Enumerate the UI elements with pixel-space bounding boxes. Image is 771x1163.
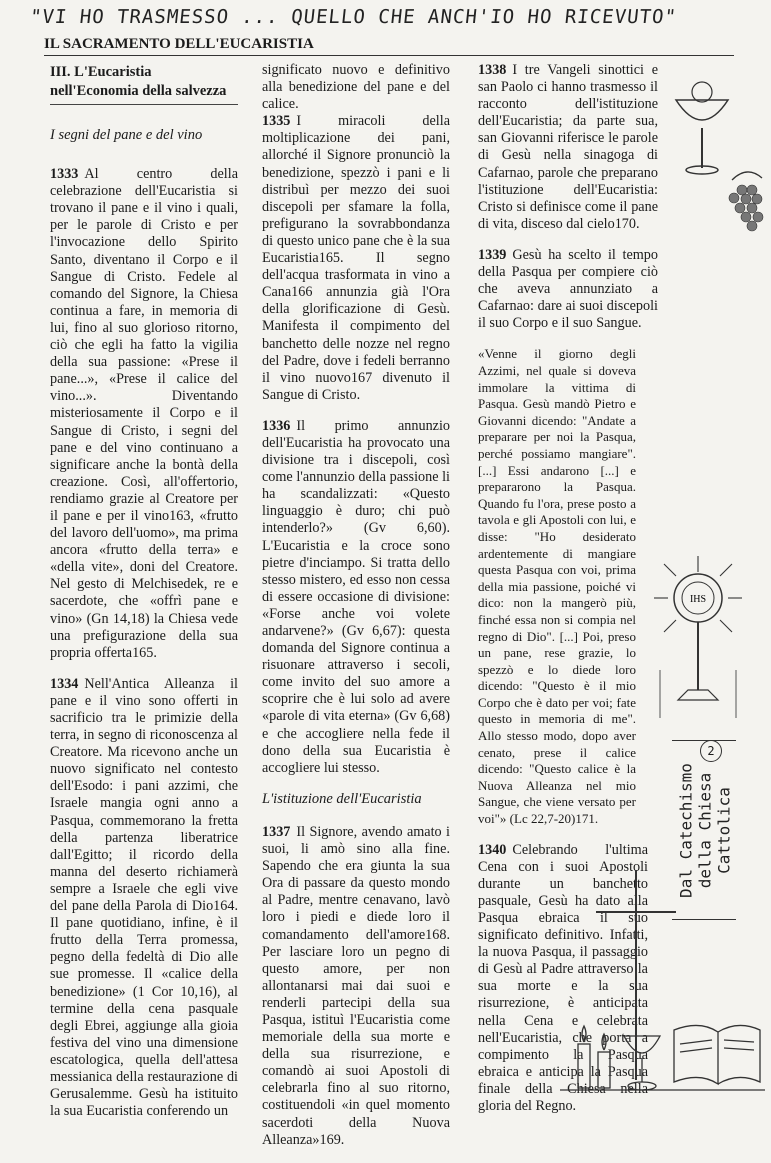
paragraph-number: 1339 [478,246,507,263]
section-title-line-2: nell'Economia della salvezza [50,83,227,99]
paragraph-1335 [262,113,450,404]
paragraph-number: 1333 [50,166,79,183]
paragraph-1334 [50,676,238,1120]
paragraph-1333 [50,166,238,662]
paragraph-number: 1340 [478,841,507,858]
side-note-text: Dal Catechismo della Chiesa Cattolica [676,763,734,898]
paragraph-number: 1334 [50,675,79,692]
luke-quotation: «Venne il giorno degli Azzimi, nel quale si doveva immolare la vittima di Pasqua. Gesù mandò Pietro e Giovanni dicendo: "Andate a preparare per noi la Pasqua, perché possiamo mangiare". [...] Essi andarono [...] e prepararono la Pasqua. Quando fu l'ora, prese posto a tavola e gli Apostoli con lui, e disse: "Ho desiderato ardentemente di mangiare questa Pasqua con voi, prima della mia passione, poiché vi dico: non la mangerò più, finché essa non si compia nel regno di Dio". [...] Poi, preso un pane, rese grazie, lo spezzò e lo diede loro dicendo: "Questo è il mio Corpo che è dato per voi; fate questo in memoria di me". Allo stesso modo, dopo aver cenato, prese il calice dicendo: "Questo calice è la Nuova Alleanza nel mio Sangue, che viene versato per voi"» (Lc 22,7-20)171. [478,346,636,827]
paragraph-text: I miracoli della moltiplicazione dei pani, allorché il Signore pronunciò la benedizione, spezzò i pani e li distribuì per mezzo dei suoi discepoli per sfamare la folla, prefigurano la sovrabbondanza di questo unico pane che è la sua Eucaristia165. Il segno dell'acqua trasformata in vino a Cana166 annunzia già l'Ora della glorificazione di Gesù. Manifesta il compimento del banchetto delle nozze nel regno del Padre, dove i fedeli berranno il vino nuovo167 divenuto il Sangue di Cristo. [262,113,450,403]
subheading-institution: L'istituzione dell'Eucaristia [262,790,422,807]
side-note-number: 2 [700,740,722,762]
column-2 [262,62,450,1163]
paragraph-1338 [478,62,658,233]
paragraph-text: Nell'Antica Alleanza il pane e il vino sono offerti in sacrificio tra le primizie della terra, in segno di riconoscenza al Creatore. Ma ricevono anche un nuovo significato nel contesto dell'Esodo: i pani azzimi, che Israele mangia ogni anno a Pasqua, commemorano la fretta della partenza liberatrice dall'Egitto; il ricordo della manna del deserto richiamerà sempre a Israele che egli vive del pane della Parola di Dio164. Il pane quotidiano, infine, è il frutto della Terra promessa, pegno della fedeltà di Dio alle sue promesse. Il «calice della benedizione» (1 Cor 10,16), al termine della cena pasquale degli Ebrei, aggiunge alla gioia festiva del vino una dimensione escatologica, quella dell'attesa messianica della restaurazione di Gerusalemme. Gesù ha istituito la sua Eucaristia conferendo un [50,675,238,1120]
handwritten-side-note [672,740,738,920]
paragraph-1336 [262,418,450,777]
paragraph-number: 1335 [262,113,291,130]
paragraph-text: Celebrando l'ultima Cena con i suoi Apostoli durante un banchetto pasquale, Gesù ha dato alla Pasqua ebraica il suo significato definitivo. Infatti, la nuova Pasqua, il passaggio di Gesù al Padre attraverso la sua morte e la sua risurrezione, è anticipata nella Cena e celebrata nell'Eucaristia, che porta a compimento la Pasqua ebraica e anticipa la Pasqua finale della Chiesa nella gloria del Regno. [478,841,648,1115]
column-1 [50,62,238,1134]
paragraph-text: Al centro della celebrazione dell'Eucaristia si trovano il pane e il vino i quali, per le parole di Cristo e per l'invocazione dello Spirito Santo, diventano il Corpo e il Sangue di Cristo. Fedele al comando del Signore, la Chiesa continua a fare, in memoria di lui, fino al suo glorioso ritorno, ciò che egli ha fatto la vigilia della sua passione: «Prese il pane...», «Prese il calice del vino...». Diventando misteriosamente il Corpo e il Sangue di Cristo, i segni del pane e del vino continuano a significare anche la bontà della creazione. Così, all'offertorio, rendiamo grazie al Creatore per il pane e per il vino163, «frutto del lavoro dell'uomo», ma prima ancora «frutto della terra» e «della vite», doni del Creatore. Nel gesto di Melchisedek, re e sacerdote, che «offrì pane e vino» (Gn 14,18) la Chiesa vede una prefigurazione della sua propria offerta165. [50,166,238,661]
paragraph-number: 1336 [262,417,291,434]
paragraph-1337 [262,824,450,1149]
candles-chalice-book-icon [560,1000,765,1096]
paragraph-text: Il primo annunzio dell'Eucaristia ha provocato una divisione tra i discepoli, così come l'annunzio della passione li ha scandalizzati: «Questo linguaggio è duro; chi può intenderlo?» (Gv 6,60). L'Eucaristia e la croce sono pietre d'inciampo. Si tratta dello stesso mistero, ed esso non cessa di essere occasione di divisione: «Forse anche voi volete andarvene?» (Gv 6,67): questa domanda del Signore continua a risuonare attraverso i secoli, come invito del suo amore a scoprire che è lui solo ad avere «parole di vita eterna» (Gv 6,68) e che accogliere nella fede il dono della sua Eucaristia è accogliere lui stesso. [262,417,450,776]
paragraph-text: Il Signore, avendo amato i suoi, li amò sino alla fine. Sapendo che era giunta la sua Ora di passare da questo mondo al Padre, mentre cenavano, lavò loro i piedi e diede loro il comandamento dell'amore168. Per lasciare loro un pegno di questo amore, per non allontanarsi mai dai suoi e renderli partecipi della sua Pasqua, istituì l'Eucaristia come memoriale della sua morte e della sua risurrezione, e comandò ai suoi Apostoli di celebrarla fino al suo ritorno, costituendoli «in quel momento sacerdoti della Nuova Alleanza»169. [262,823,450,1148]
page-header: IL SACRAMENTO DELL'EUCARISTIA [44,36,734,56]
chalice-grapes-icon [662,70,770,250]
monstrance-label: IHS [689,594,707,605]
paragraph-text: I tre Vangeli sinottici e san Paolo ci hanno trasmesso il racconto dell'istituzione dell'Eucaristia; da parte sua, san Giovanni riferisce le parole di Gesù nella sinagoga di Cafarnao, parole che preparano l'istituzione dell'Eucaristia: Cristo si definisce come il pane di vita, disceso dal cielo170. [478,62,658,232]
monstrance-icon [650,550,750,720]
section-title-line-1: III. L'Eucaristia [50,64,152,80]
section-divider [50,104,238,105]
subheading-signs: I segni del pane e del vino [50,127,203,143]
paragraph-text: Gesù ha scelto il tempo della Pasqua per compiere ciò che aveva annunziato a Cafarnao: dare ai suoi discepoli il suo Corpo e il suo Sangue. [478,246,658,332]
paragraph-1339 [478,247,658,332]
handwritten-title: "VI HO TRASMESSO ... QUELLO CHE ANCH'IO HO RICEVUTO" [28,6,678,28]
paragraph-number: 1338 [478,62,507,78]
paragraph-1334-continued: significato nuovo e definitivo alla benedizione del pane e del calice. [262,62,450,113]
paragraph-number: 1337 [262,823,291,840]
